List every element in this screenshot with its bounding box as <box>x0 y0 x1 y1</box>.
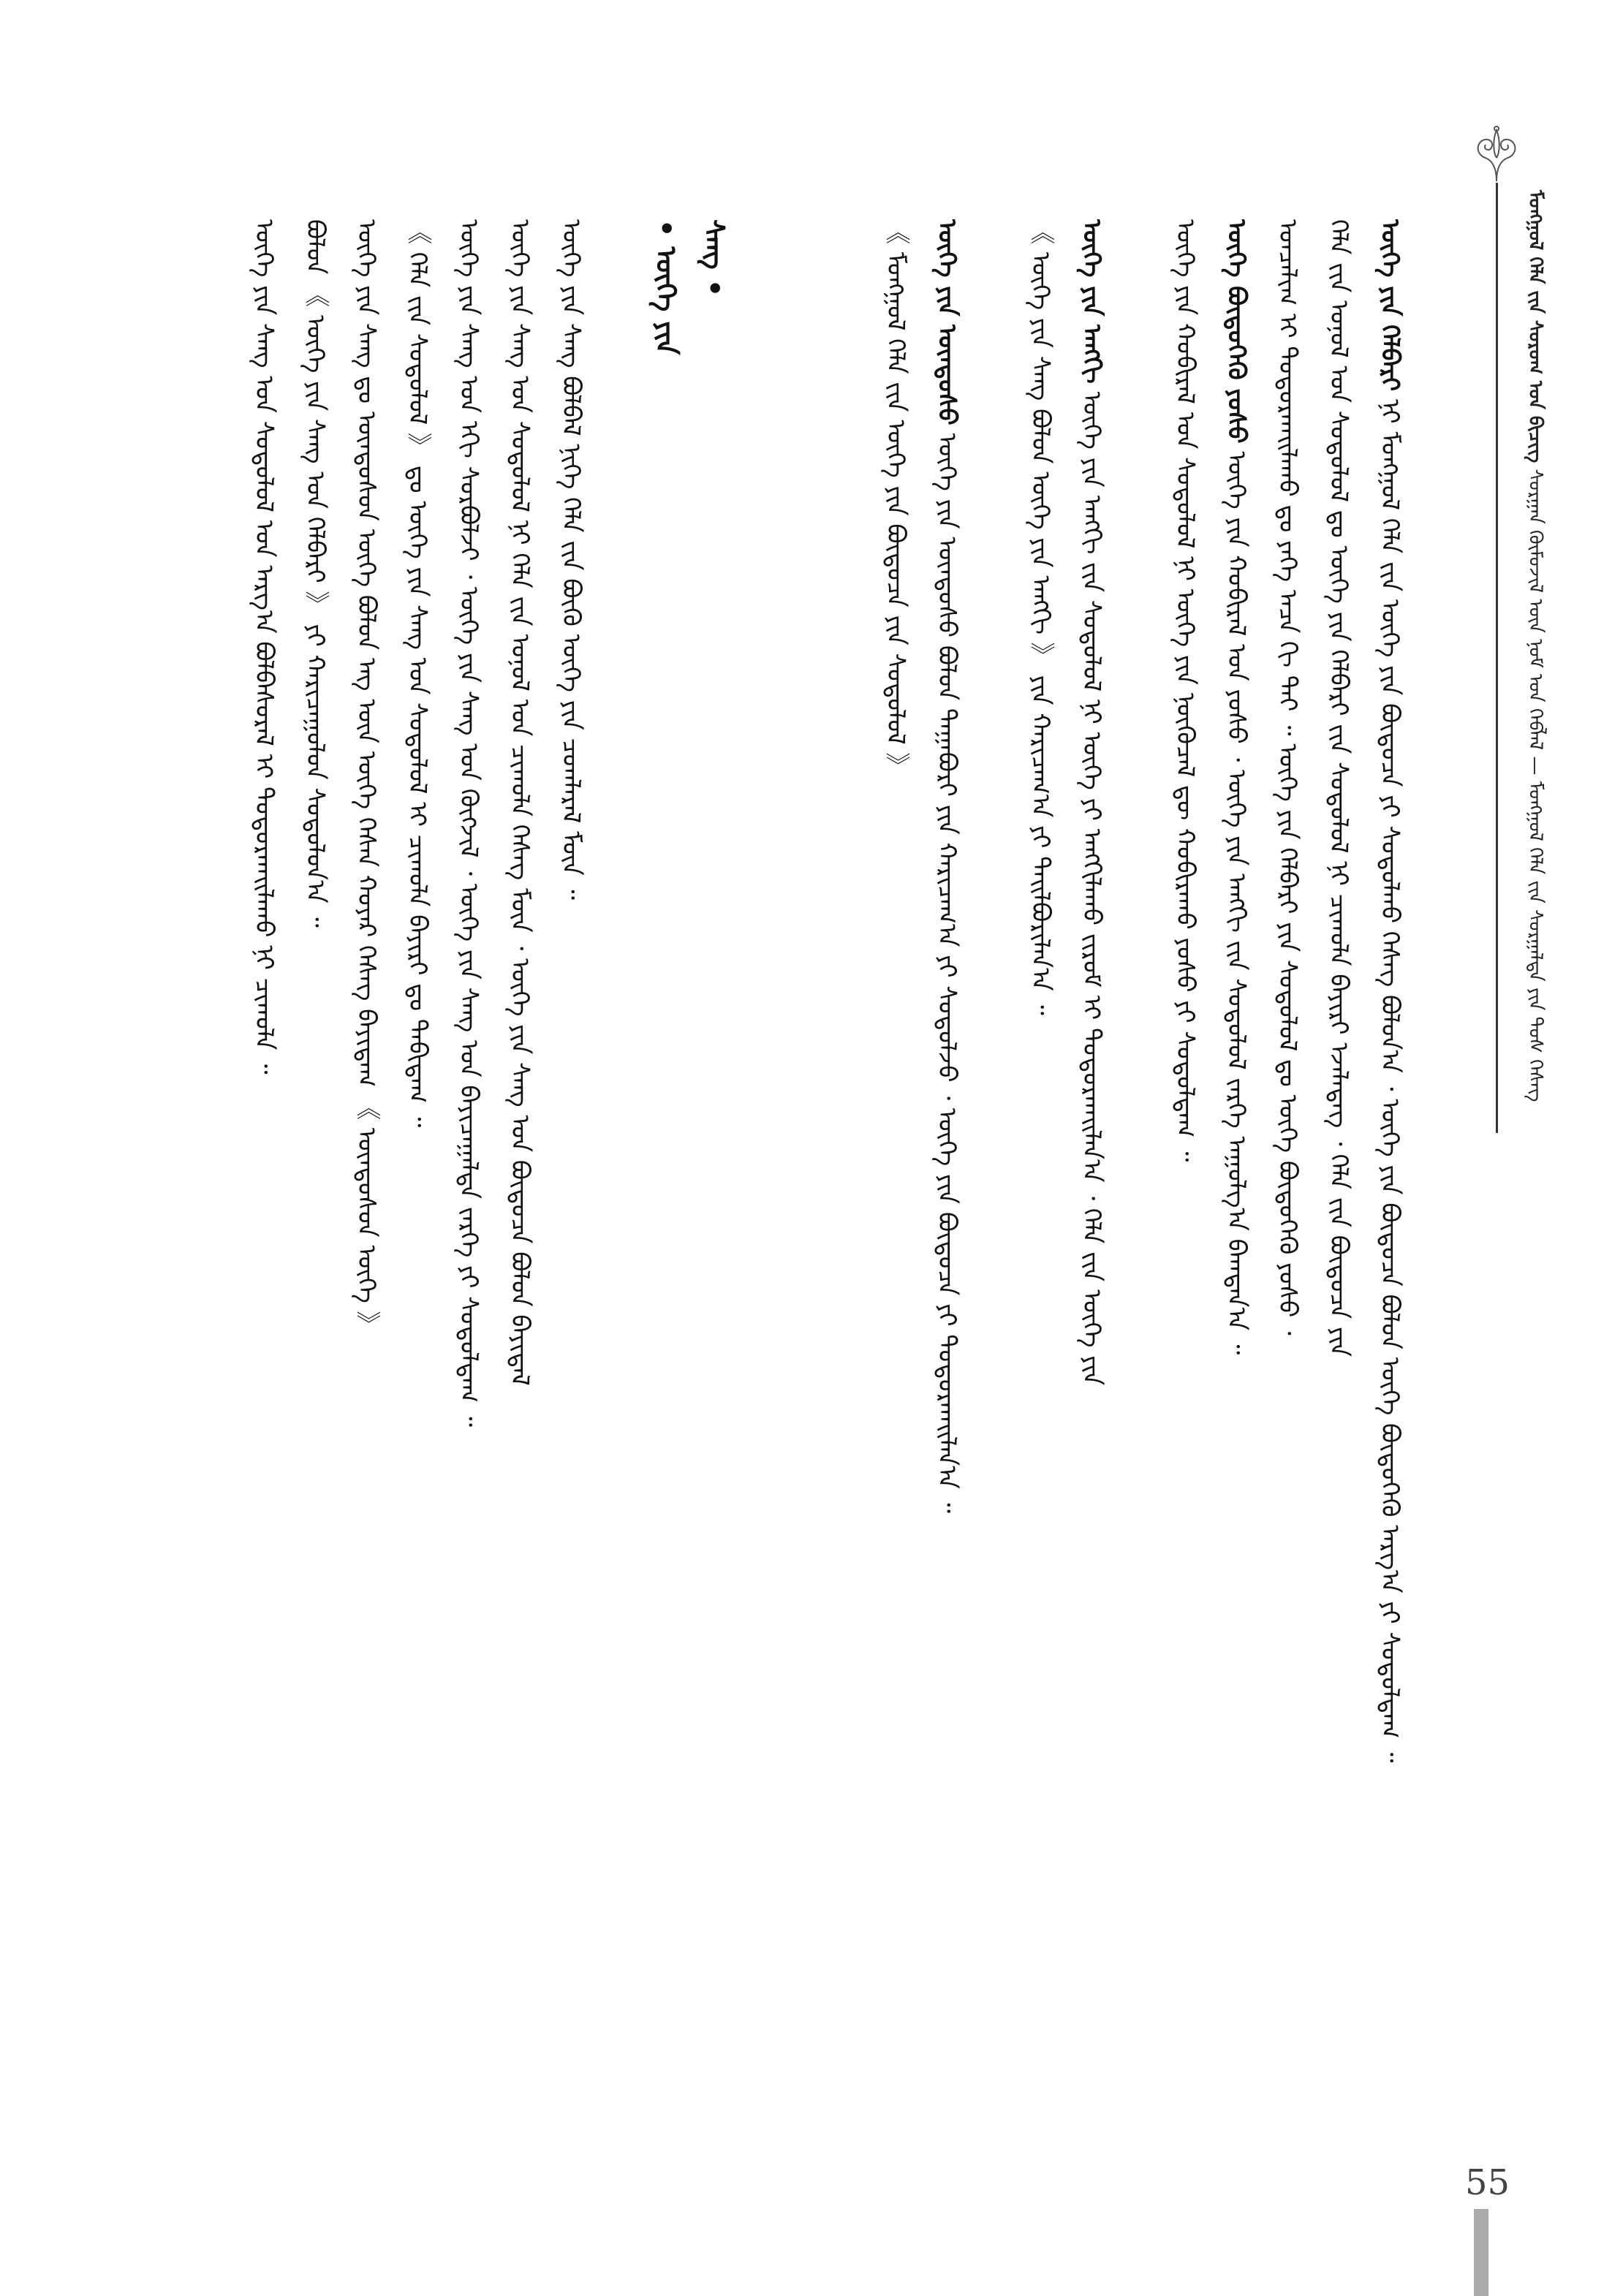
header-rule <box>1496 183 1498 1133</box>
body-column-6: ᠦᠭᠡ ᠶᠢᠨ ᠠᠩᠭᠢ ᠦᠭᠡ ᠶᠢᠨ ᠠᠩᠭᠢ ᠵᠢᠨ ᠰᠤᠳᠤᠯᠤᠯ ᠨᠢ ᠦᠭᠡ ᠶᠢ ᠠᠩᠭᠢᠯᠠᠬᠤ ᠵᠢᠷᠤᠮ ᠢ ᠲᠣᠳᠤᠷᠬᠠᠢᠯᠠᠨ᠎ᠠ ᠂ ᠬᠡᠯᠡ ᠵᠢᠨ ᠦᠭᠡ ᠶᠢᠨ <box>1077 219 1106 1386</box>
running-header-subtitle: ᠰᠤᠷᠭᠠᠨ ᠬᠦᠮᠦᠵᠢᠯ ᠦᠨ ᠨᠣᠮ ᠤᠨ ᠬᠡᠪᠯᠡᠯ — ᠮᠣᠩᠭᠣᠯ ᠬᠡᠯᠡ ᠵᠢᠨ ᠰᠤᠷᠭᠠᠯᠲᠠ ᠶᠢᠨ ᠲᠤᠰ ᠬᠡᠰᠡᠭ <box>1524 469 1546 1102</box>
body-column-7: 《 ᠦᠭᠡ ᠶᠢᠨ ᠰᠠᠩ ᠪᠣᠯᠤᠨ ᠦᠭᠡ ᠶᠢᠨ ᠠᠩᠭᠢ 》 ᠶᠢᠨ ᠬᠠᠷᠢᠴᠠᠭ᠎ᠠ ᠶᠢ ᠲᠠᠢᠯᠪᠤᠷᠢᠯᠠᠨ᠎ᠠ ᠃ <box>1026 219 1055 1015</box>
section-column-7: ᠦᠭᠡ ᠶᠢᠨ ᠰᠠᠩ ᠤᠨ ᠰᠤᠳᠤᠯᠤᠯ ᠤᠨ ᠠᠷᠭ᠎ᠠ ᠪᠣᠯᠪᠠᠰᠤᠷᠠᠯ ᠢ ᠲᠣᠳᠤᠷᠬᠠᠢᠯᠠᠬᠤ ᠨᠢ ᠴᠢᠬᠤᠯᠠ ᠃ <box>249 219 279 1075</box>
body-column-8: ᠦᠭᠡ ᠶᠢᠨ ᠦᠨᠳᠦᠰᠦ ᠦᠭᠡ ᠶᠢᠨ ᠦᠨᠳᠦᠰᠦ ᠪᠣᠯᠤᠨ ᠳᠠᠭᠠᠪᠤᠷᠢ ᠶᠢᠨ ᠬᠠᠷᠢᠴᠠᠭ᠎ᠠ ᠶᠢ ᠰᠤᠳᠤᠯᠵᠤ ᠂ ᠦᠭᠡ ᠶᠢᠨ ᠪᠦᠲᠦᠴᠡ ᠶᠢ ᠲᠣᠳᠤᠷᠬᠠᠢᠯᠠᠨ᠎ᠠ ᠃ <box>932 219 961 1514</box>
section-column-5: ᠦᠭᠡ ᠶᠢᠨ ᠰᠠᠩ ᠳᠤ ᠦᠨᠳᠦᠰᠦᠨ ᠦᠭᠡ ᠪᠣᠯᠤᠨ ᠡᠩ ᠦᠨ ᠦᠭᠡ ᠭᠡᠰᠡᠨ ᠬᠣᠶᠠᠷ ᠬᠡᠰᠡᠭ ᠪᠠᠶᠢᠳᠠᠭ 《 ᠦᠨᠳᠦᠰᠦᠨ ᠦᠭᠡ 》 <box>352 219 381 1336</box>
body-column-2: ᠬᠡᠯᠡ ᠵᠢᠨ ᠣᠨᠣᠯ ᠤᠨ ᠰᠤᠳᠤᠯᠤᠯ ᠳᠤ ᠦᠭᠡ ᠶᠢᠨ ᠬᠡᠯᠪᠡᠷᠢ ᠵᠢᠨ ᠰᠤᠳᠤᠯᠤᠯ ᠨᠢ ᠴᠢᠬᠤᠯᠠ ᠪᠠᠶᠢᠷᠢ ᠡᠵᠡᠯᠡᠳᠡᠭ ᠂ ᠬᠡᠯᠡ ᠵᠢᠨ ᠪᠦᠲᠦᠴᠡ ᠶᠢᠨ <box>1324 219 1353 1357</box>
body-column-9: 《 ᠮᠣᠩᠭᠣᠯ ᠬᠡᠯᠡ ᠵᠢᠨ ᠦᠭᠡ ᠶᠢᠨ ᠪᠦᠲᠦᠴᠡ ᠶᠢᠨ ᠰᠤᠳᠤᠯᠤᠯ 》 <box>881 219 910 778</box>
running-header <box>1513 190 1557 1272</box>
body-column-1: ᠦᠭᠡ ᠶᠢᠨ ᠬᠡᠯᠪᠡᠷᠢ ᠨᠢ ᠮᠣᠩᠭᠣᠯ ᠬᠡᠯᠡ ᠵᠢᠨ ᠦᠭᠡ ᠶᠢᠨ ᠪᠦᠲᠦᠴᠡ ᠶᠢ ᠰᠤᠳᠤᠯᠬᠤ ᠬᠡᠰᠡᠭ ᠪᠣᠯᠤᠨ᠎ᠠ ᠂ ᠦᠭᠡ ᠶᠢᠨ ᠪᠦᠲᠦᠴᠡ ᠪᠣᠯᠤᠨ ᠦᠭᠡ ᠪᠦᠲᠦᠭᠡᠬᠦ ᠠᠷᠭ᠎ᠠ ᠶᠢ ᠰᠤᠳᠤᠯᠳᠠᠭ ᠃ <box>1375 219 1404 1763</box>
running-header-title: ᠮᠣᠩᠭᠣᠯ ᠬᠡᠯᠡ ᠵᠢᠨ ᠰᠤᠷᠤᠭ ᠤᠨ ᠪᠢᠴᠢᠭ <box>1524 190 1546 463</box>
page-edge-bar <box>1474 2209 1488 2296</box>
body-column-3: ᠣᠨᠴᠠᠯᠢᠭ ᠢ ᠲᠣᠳᠤᠷᠬᠠᠢᠯᠠᠬᠤ ᠳᠤ ᠶᠡᠬᠡ ᠠᠴᠠ ᠬᠢ ᠲᠠᠢ ᠃ ᠦᠭᠡ ᠶᠢᠨ ᠬᠡᠯᠪᠡᠷᠢ ᠶᠢᠨ ᠰᠤᠳᠤᠯᠤᠯ ᠳᠤ ᠦᠭᠡ ᠪᠦᠲᠦᠭᠡᠬᠦ ᠶᠣᠰᠤ ᠂ <box>1273 219 1302 1335</box>
section-heading: • ᠦᠭᠡ ᠶᠢᠨ ᠰᠠᠩ • <box>650 219 730 355</box>
page-number: 55 <box>1465 2162 1510 2203</box>
section-column-6: ᠪᠣᠯᠤᠨ 《 ᠦᠭᠡ ᠶᠢᠨ ᠰᠠᠩ ᠤᠨ ᠬᠡᠯᠪᠡᠷᠢ 》 ᠶᠢ ᠬᠠᠷᠢᠴᠠᠭᠤᠯᠤᠨ ᠰᠤᠳᠤᠯᠤᠨ᠎ᠠ ᠃ <box>300 219 330 928</box>
section-column-2: ᠦᠭᠡ ᠶᠢᠨ ᠰᠠᠩ ᠤᠨ ᠰᠤᠳᠤᠯᠤᠯ ᠨᠢ ᠬᠡᠯᠡ ᠵᠢᠨ ᠣᠨᠣᠯ ᠤᠨ ᠴᠢᠬᠤᠯᠠ ᠬᠡᠰᠡᠭ ᠮᠥᠨ ᠂ ᠦᠭᠡ ᠶᠢᠨ ᠰᠠᠩ ᠤᠨ ᠪᠦᠲᠦᠴᠡ ᠪᠣᠯᠤᠨ ᠪᠠᠶᠢᠳᠠᠯ <box>505 219 534 1386</box>
section-column-4: 《 ᠬᠡᠯᠡ ᠵᠢᠨ ᠰᠤᠳᠤᠯᠤᠯ 》 ᠳᠤ ᠦᠭᠡ ᠶᠢᠨ ᠰᠠᠩ ᠤᠨ ᠰᠤᠳᠤᠯᠤᠯ ᠢ ᠴᠢᠬᠤᠯᠠ ᠪᠠᠶᠢᠷᠢ ᠳᠤ ᠲᠠᠪᠢᠳᠠᠭ ᠃ <box>403 219 432 1128</box>
header-ornament-icon <box>1471 124 1522 183</box>
section-column-3: ᠦᠭᠡ ᠶᠢᠨ ᠰᠠᠩ ᠤᠨ ᠡᠬᠢ ᠰᠤᠷᠪᠤᠯᠵᠢ ᠂ ᠦᠭᠡ ᠶᠢᠨ ᠰᠠᠩ ᠤᠨ ᠬᠥᠭᠵᠢᠯ ᠂ ᠦᠭᠡ ᠶᠢᠨ ᠰᠠᠩ ᠤᠨ ᠪᠠᠶᠢᠴᠠᠭᠠᠯᠲᠠ ᠵᠡᠷᠭᠡ ᠶᠢ ᠰᠤᠳᠤᠯᠳᠠᠭ ᠃ <box>454 219 483 1428</box>
body-column-4: ᠦᠭᠡ ᠪᠦᠲᠦᠭᠡᠬᠦ ᠶᠣᠰᠤ ᠦᠭᠡ ᠶᠢᠨ ᠬᠤᠪᠢᠷᠠᠯ ᠤᠨ ᠶᠣᠰᠤ ᠂ ᠦᠭᠡ ᠶᠢᠨ ᠠᠩᠭᠢ ᠵᠢᠨ ᠰᠤᠳᠤᠯᠤᠯ ᠵᠡᠷᠭᠡ ᠠᠭᠤᠯᠭ᠎ᠠ ᠪᠠᠭᠲᠠᠨ᠎ᠠ ᠃ <box>1222 219 1251 1355</box>
section-column-1: ᠦᠭᠡ ᠶᠢᠨ ᠰᠠᠩ ᠪᠣᠯᠪᠠᠯ ᠨᠢᠭᠡ ᠬᠡᠯᠡ ᠵᠢᠨ ᠪᠦᠬᠦ ᠦᠭᠡ ᠶᠢᠨ ᠴᠤᠭᠯᠠᠷᠠᠯ ᠮᠥᠨ ᠃ <box>556 219 586 901</box>
body-column-5: ᠦᠭᠡ ᠶᠢᠨ ᠬᠤᠪᠢᠷᠠᠯ ᠤᠨ ᠰᠤᠳᠤᠯᠤᠯ ᠨᠢ ᠦᠭᠡ ᠶᠢᠨ ᠨᠥᠬᠦᠴᠡᠯ ᠳᠦ ᠬᠤᠪᠢᠷᠠᠬᠤ ᠶᠣᠰᠤ ᠶᠢ ᠰᠤᠳᠤᠯᠳᠠᠭ ᠃ <box>1170 219 1200 1162</box>
